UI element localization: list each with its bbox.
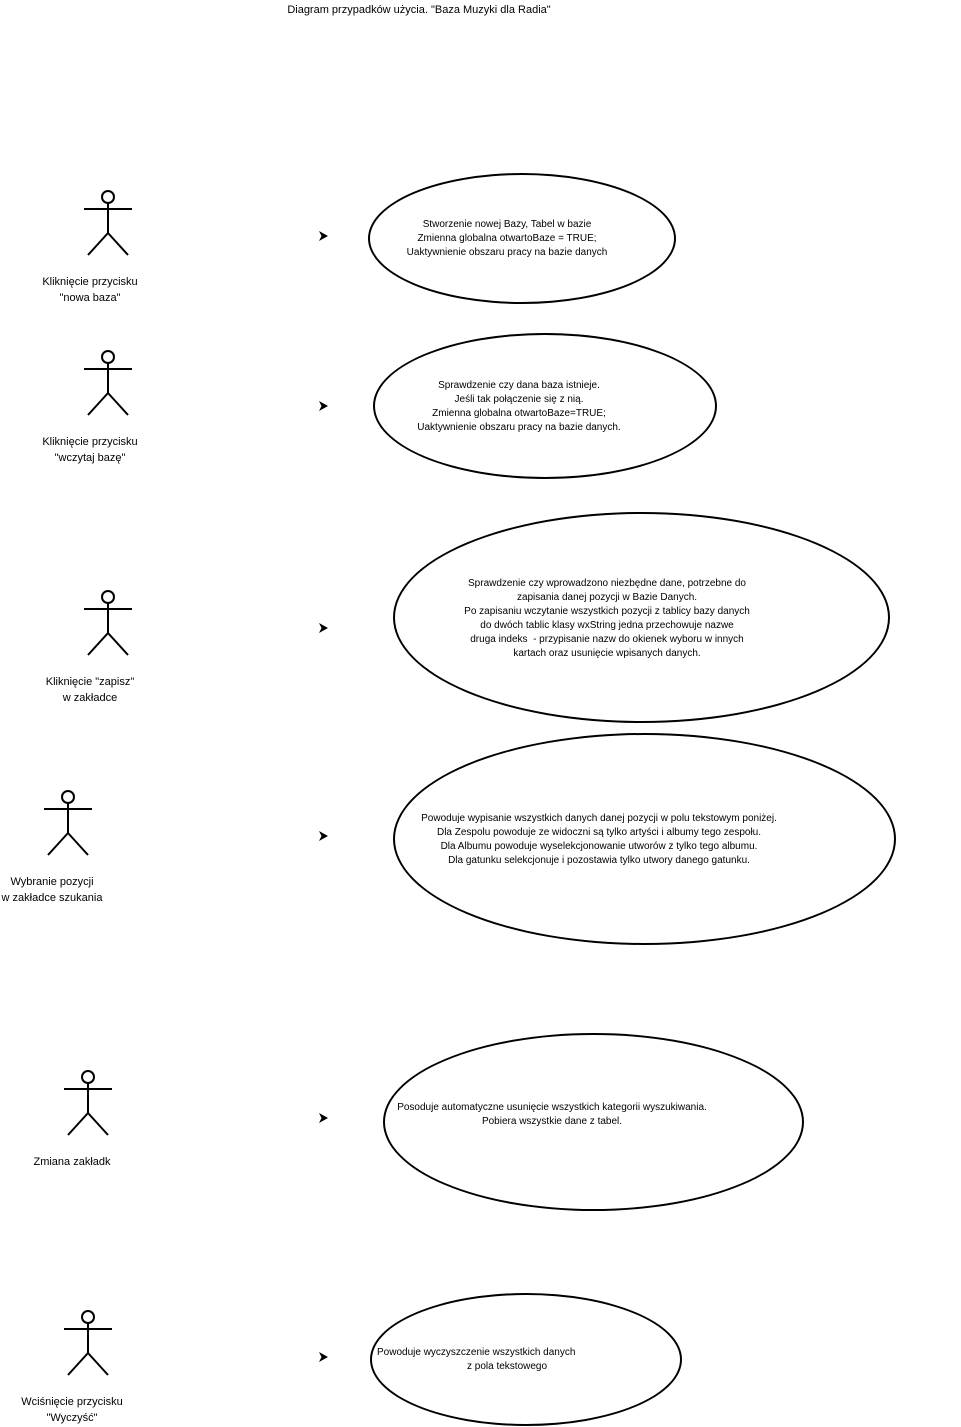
actor-label — [0, 274, 190, 306]
actor-label-line: "Wyczyść" — [46, 1412, 98, 1424]
actor-label-line: Zmiana zakładk — [33, 1156, 111, 1168]
actor-label-line: Kliknięcie "zapisz" — [45, 676, 135, 688]
actor-icon — [82, 590, 134, 658]
use-case-description-line: Jeśli tak połączenie się z nią. — [454, 394, 584, 405]
use-case-description-line: Sprawdzenie czy dana baza istnieje. — [438, 380, 600, 391]
actor-label — [0, 434, 190, 466]
use-case-description-line: z pola tekstowego — [467, 1361, 548, 1372]
actor-label-line: Wciśnięcie przycisku — [21, 1396, 123, 1408]
actor-icon — [82, 190, 134, 258]
actor-label-line: Wybranie pozycji — [10, 876, 94, 888]
actor-icon — [62, 1070, 114, 1138]
use-case-description-line: Powoduje wypisanie wszystkich danych danej pozycji w polu tekstowym poniżej. — [421, 813, 777, 824]
use-case-description-line: Uaktywnienie obszaru pracy na bazie danych. — [417, 422, 621, 433]
use-case-description-line: Posoduje automatyczne usunięcie wszystkich kategorii wyszukiwania. — [397, 1102, 707, 1113]
actor-label-line: w zakładce — [62, 692, 118, 704]
use-case-description-line: Powoduje wyczyszczenie wszystkich danych — [377, 1347, 576, 1358]
use-case-description-line: zapisania danej pozycji w Bazie Danych. — [516, 592, 698, 603]
use-case-description — [207, 218, 807, 260]
actor-label — [0, 874, 152, 906]
use-case-description-line: Dla gatunku selekcjonuje i pozostawia tylko utwory danego gatunku. — [448, 855, 750, 866]
use-case-description-line: Dla Albumu powoduje wyselekcjonowanie utworów z tylko tego albumu. — [440, 841, 758, 852]
use-case-description-line: Stworzenie nowej Bazy, Tabel w bazie — [422, 219, 592, 230]
actor-label-line: w zakładce szukania — [1, 892, 103, 904]
association-arrowhead-icon — [318, 1351, 330, 1363]
actor-label — [0, 1154, 172, 1170]
use-case-description — [377, 1346, 575, 1374]
use-case-description-line: Po zapisaniu wczytanie wszystkich pozycji z tablicy bazy danych — [464, 606, 750, 617]
use-case-description-line: do dwóch tablic klasy wxString jedna przechowuje nazwe — [480, 620, 734, 631]
use-case-description — [307, 577, 907, 661]
use-case-description-line: Uaktywnienie obszaru pracy na bazie danych — [406, 247, 608, 258]
actor-label-line: "wczytaj bazę" — [54, 452, 126, 464]
use-case-description-line: Sprawdzenie czy wprowadzono niezbędne dane, potrzebne do — [468, 578, 746, 589]
actor-label — [0, 1394, 172, 1426]
use-case-description — [299, 812, 899, 868]
actor-icon — [62, 1310, 114, 1378]
use-case-description-line: Zmienna globalna otwartoBaze = TRUE; — [417, 233, 597, 244]
actor-label-line: Kliknięcie przycisku — [42, 436, 138, 448]
use-case-description — [219, 379, 819, 435]
use-case-description-line: Dla Zespolu powoduje ze widoczni są tylko artyści i albumy tego zespołu. — [436, 827, 762, 838]
actor-label — [0, 674, 190, 706]
diagram-title: Diagram przypadków użycia. "Baza Muzyki dla Radia" — [287, 4, 551, 16]
actor-icon — [42, 790, 94, 858]
use-case-description — [252, 1101, 852, 1129]
use-case-description-line: kartach oraz usunięcie wpisanych danych. — [513, 648, 701, 659]
actor-label-line: Kliknięcie przycisku — [42, 276, 138, 288]
use-case-description-line: Zmienna globalna otwartoBaze=TRUE; — [432, 408, 606, 419]
actor-label-line: "nowa baza" — [59, 292, 121, 304]
use-case-description-line: Pobiera wszystkie dane z tabel. — [481, 1116, 623, 1127]
use-case-description-line: druga indeks - przypisanie nazw do okienek wyboru w innych — [470, 634, 744, 645]
actor-icon — [82, 350, 134, 418]
